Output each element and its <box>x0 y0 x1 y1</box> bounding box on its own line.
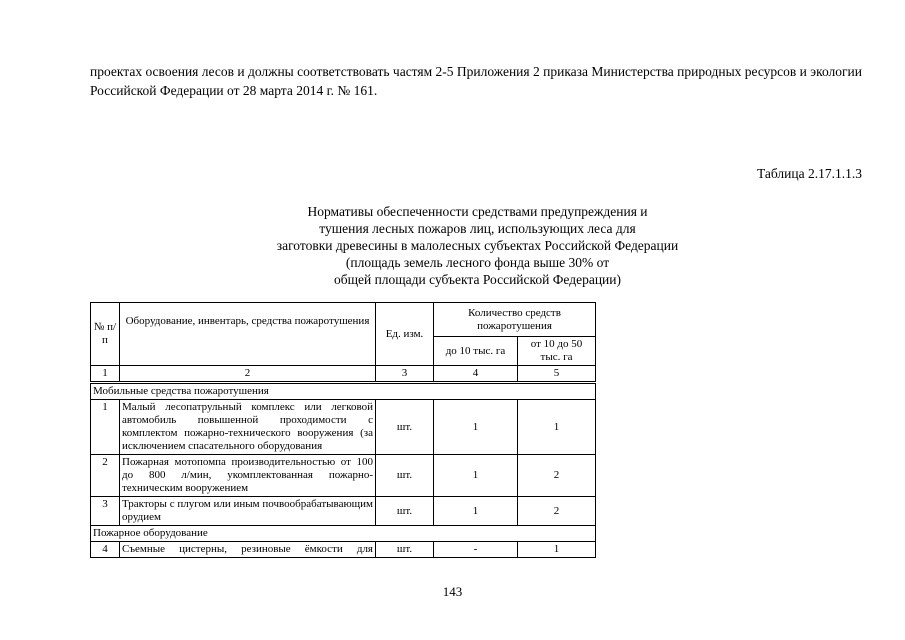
row-name: Пожарная мотопомпа производительностью от 100 до 800 л/мин, укомплектованная пожарно-техническим вооружением <box>120 455 376 497</box>
row-unit: шт. <box>376 497 434 526</box>
row-value-a: - <box>434 542 518 558</box>
table-row <box>91 497 596 526</box>
title-line: общей площади субъекта Российской Федерации) <box>333 272 622 287</box>
column-number: 4 <box>434 366 518 383</box>
section-title: Мобильные средства пожаротушения <box>91 383 596 400</box>
row-num: 4 <box>91 542 120 558</box>
row-value-a: 1 <box>434 497 518 526</box>
row-num: 2 <box>91 455 120 497</box>
section-title: Пожарное оборудование <box>91 526 596 542</box>
row-unit: шт. <box>376 400 434 455</box>
row-name: Тракторы с плугом или иным почвообрабатывающим орудием <box>120 497 376 526</box>
header-unit: Ед. изм. <box>376 303 434 366</box>
row-unit: шт. <box>376 542 434 558</box>
row-num: 3 <box>91 497 120 526</box>
header-quantity-group: Количество средств пожаротушения <box>434 303 596 337</box>
row-unit: шт. <box>376 455 434 497</box>
row-num: 1 <box>91 400 120 455</box>
row-value-b: 1 <box>518 542 596 558</box>
row-name: Съемные цистерны, резиновые ёмкости для <box>120 542 376 558</box>
title-line: (площадь земель лесного фонда выше 30% от <box>345 255 610 270</box>
table-caption: Таблица 2.17.1.1.3 <box>757 166 862 181</box>
row-value-a: 1 <box>434 455 518 497</box>
section-row <box>91 383 596 400</box>
title-line: тушения лесных пожаров лиц, использующих леса для <box>319 221 636 236</box>
page-number: 143 <box>442 584 463 599</box>
title-line: заготовки древесины в малолесных субъектах Российской Федерации <box>276 238 679 253</box>
row-name: Малый лесопатрульный комплекс или легковой автомобиль повышенной проходимости с комплектом пожарно-технического вооружения (за исключением спасательного оборудования <box>120 400 376 455</box>
table-row <box>91 400 596 455</box>
section-row <box>91 526 596 542</box>
column-number: 3 <box>376 366 434 383</box>
row-value-a: 1 <box>434 400 518 455</box>
header-num: № п/п <box>91 303 120 366</box>
header-col-a: до 10 тыс. га <box>434 337 518 366</box>
column-number: 1 <box>91 366 120 383</box>
row-value-b: 2 <box>518 497 596 526</box>
title-line: Нормативы обеспеченности средствами предупреждения и <box>307 204 648 219</box>
row-value-b: 1 <box>518 400 596 455</box>
table-row <box>91 455 596 497</box>
row-value-b: 2 <box>518 455 596 497</box>
column-number: 5 <box>518 366 596 383</box>
column-number: 2 <box>120 366 376 383</box>
header-equipment: Оборудование, инвентарь, средства пожаротушения <box>120 303 376 366</box>
table-title <box>200 203 755 288</box>
header-col-b: от 10 до 50 тыс. га <box>518 337 596 366</box>
body-paragraph: проектах освоения лесов и должны соответствовать частям 2-5 Приложения 2 приказа Министерства природных ресурсов и экологии Российской Федерации от 28 марта 2014 г. № 161. <box>90 64 862 98</box>
table-row <box>91 542 596 558</box>
norms-table <box>90 302 596 558</box>
